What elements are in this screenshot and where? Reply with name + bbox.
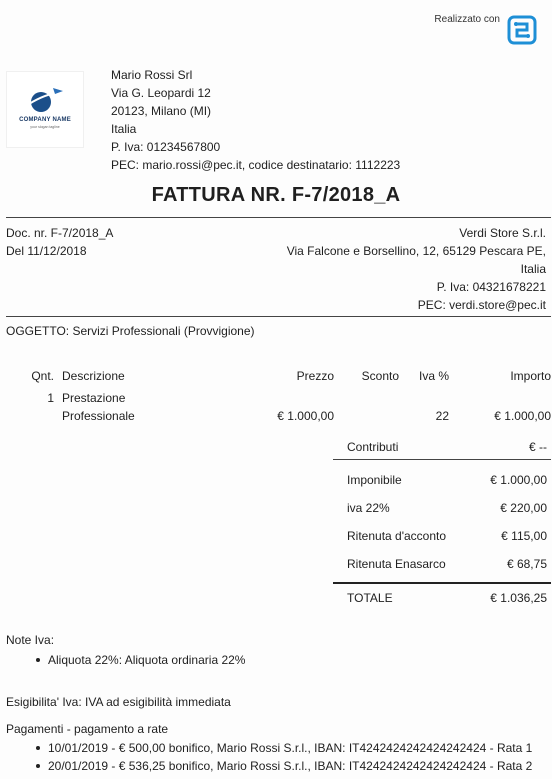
- recipient-name: Verdi Store S.r.l.: [459, 226, 546, 240]
- totals-row-ritenuta-acconto: [333, 526, 551, 554]
- made-with-label: Realizzato con: [434, 14, 500, 25]
- company-name: COMPANY NAME: [19, 117, 71, 123]
- plane-globe-icon: [23, 84, 67, 114]
- recipient-country: Italia: [520, 262, 546, 276]
- doc-date: Del 11/12/2018: [6, 244, 87, 258]
- header-description: Descrizione: [62, 369, 125, 383]
- totals-label: TOTALE: [347, 591, 393, 605]
- table-row: [28, 389, 551, 425]
- notes-title: Note Iva:: [6, 633, 55, 647]
- doc-number: Doc. nr. F-7/2018_A: [6, 226, 114, 240]
- list-item: Aliquota 22%: Aliquota ordinaria 22%: [48, 653, 246, 667]
- notes-list: [48, 651, 245, 669]
- totals-value: € 220,00: [500, 501, 547, 515]
- row-description: [54, 389, 204, 425]
- company-logo: [6, 71, 84, 148]
- sender-vat: P. Iva: 01234567800: [111, 140, 221, 154]
- totals-label: Ritenuta d'acconto: [347, 529, 447, 543]
- divider: [6, 316, 551, 317]
- sender-street: Via G. Leopardi 12: [111, 86, 211, 100]
- row-description-line: Professionale: [62, 409, 135, 423]
- row-price: € 1.000,00: [277, 409, 334, 423]
- totals-row-ritenuta-enasarco: [333, 554, 551, 584]
- row-amount: € 1.000,00: [494, 409, 551, 423]
- app-logo-icon[interactable]: [506, 14, 538, 46]
- totals-row-contributi: [333, 437, 551, 460]
- row-vat: 22: [435, 409, 449, 423]
- totals-label: Ritenuta Enasarco: [347, 557, 446, 571]
- totals-value: € 1.036,25: [490, 591, 547, 605]
- recipient-address: Via Falcone e Borsellino, 12, 65129 Pescara PE,: [286, 244, 546, 258]
- invoice-subject: OGGETTO: Servizi Professionali (Provvigione): [6, 324, 255, 338]
- sender-block: [111, 66, 400, 174]
- totals-block: [333, 437, 551, 612]
- divider: [6, 217, 551, 218]
- recipient-pec: PEC: verdi.store@pec.it: [417, 298, 546, 312]
- list-item: 20/01/2019 - € 536,25 bonifico, Mario Rossi S.r.l., IBAN: IT4242424242424242424 - Rata 2: [48, 759, 533, 773]
- totals-value: € 68,75: [506, 557, 547, 571]
- company-tagline: your slogan tagline: [30, 125, 60, 129]
- items-table: [28, 367, 551, 425]
- vat-eligibility: Esigibilita' Iva: IVA ad esigibilità immediata: [6, 695, 231, 709]
- recipient-vat: P. Iva: 04321678221: [436, 280, 546, 294]
- invoice-title: FATTURA NR. F-7/2018_A: [151, 184, 401, 206]
- row-discount: [334, 389, 399, 425]
- sender-pec: PEC: mario.rossi@pec.it, codice destinatario: 1112223: [111, 158, 401, 172]
- header-discount: Sconto: [361, 369, 399, 383]
- totals-value: € 115,00: [501, 529, 547, 543]
- recipient-block: [276, 224, 546, 314]
- list-item: 10/01/2019 - € 500,00 bonifico, Mario Rossi S.r.l., IBAN: IT4242424242424242424 - Rata 1: [48, 741, 533, 755]
- totals-row-iva: [333, 498, 551, 526]
- totals-row-imponibile: [333, 470, 551, 498]
- totals-row-total: [333, 584, 551, 612]
- row-qty: 1: [47, 391, 54, 405]
- payments-title: Pagamenti - pagamento a rate: [6, 722, 169, 736]
- table-header-row: [28, 367, 551, 389]
- totals-label: iva 22%: [347, 501, 390, 515]
- sender-name: Mario Rossi Srl: [111, 68, 193, 82]
- header-vat: Iva %: [418, 369, 449, 383]
- totals-label: Imponibile: [347, 473, 402, 487]
- sender-country: Italia: [111, 122, 137, 136]
- header-qty: Qnt.: [31, 369, 54, 383]
- header-price: Prezzo: [296, 369, 334, 383]
- totals-label: Contributi: [347, 440, 399, 454]
- payments-list: [48, 739, 532, 775]
- row-description-line: Prestazione: [62, 391, 126, 405]
- doc-info: [6, 224, 113, 260]
- totals-value: € 1.000,00: [490, 473, 547, 487]
- totals-value: € --: [529, 440, 547, 454]
- sender-city: 20123, Milano (MI): [111, 104, 212, 118]
- header-amount: Importo: [510, 369, 551, 383]
